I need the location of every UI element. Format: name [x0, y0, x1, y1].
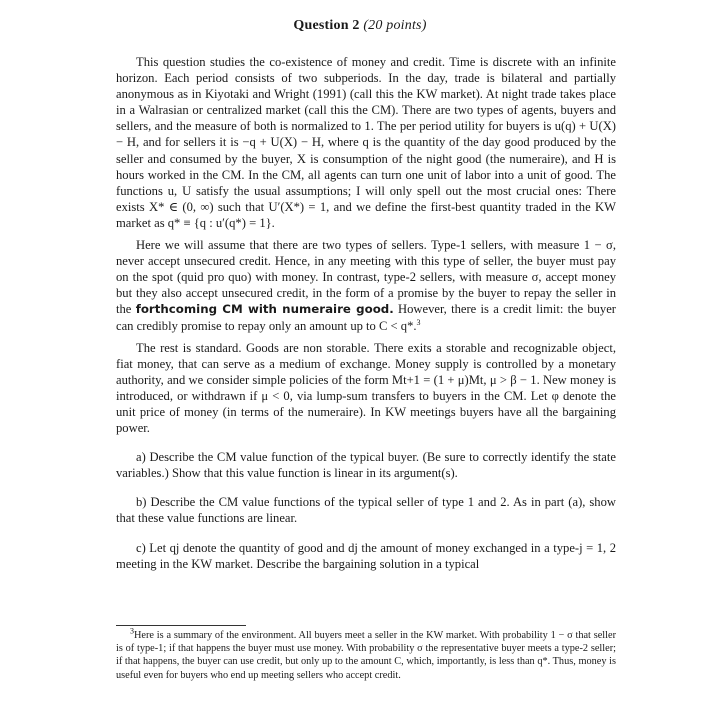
question-body [116, 54, 616, 578]
paragraph-seller-types [116, 237, 616, 334]
question-part-c: c) Let qj denote the quantity of good and dj the amount of money exchanged in a type-j = 1, 2 meeting in the KW market. Describe the bargaining solution in a typical [116, 540, 616, 571]
question-title [0, 18, 720, 34]
paragraph-standard-assumptions: The rest is standard. Goods are non storable. There exits a storable and recognizable object, fiat money, that can serve as a medium of exchange. Money supply is controlled by a monetary authority, and we consider simple policies of the form Mt+1 = (1 + μ)Mt, μ > β − 1. New money is introduced, or withdrawn if μ < 0, via lump-sum transfers to buyers in the CM. Let φ denote the unit price of money (in terms of the numeraire). In KW meetings buyers have all the bargaining power. [116, 340, 616, 436]
footnote [116, 626, 616, 682]
question-part-a: a) Describe the CM value function of the typical buyer. (Be sure to correctly identify the state variables.) Show that this value function is linear in its argument(s). [116, 450, 616, 481]
question-part-b: b) Describe the CM value functions of the typical seller of type 1 and 2. As in part (a), show that these value functions are linear. [116, 495, 616, 526]
question-points: (20 points) [363, 18, 427, 33]
seller-types-text-a: Here we will assume that there are two types of sellers. Type-1 sellers, with measure 1 − σ, never accept unsecured credit. Hence, in any meeting with this type of seller, the buyer must pay on the spot (quid pro quo) with money. In contrast, type-2 sellers, with measure σ, accept money but they also accept unsecured credit, in the form of a promise by the buyer to repay the seller in the [116, 238, 616, 317]
footnote-divider [116, 625, 246, 626]
question-label: Question 2 [293, 18, 360, 33]
footnote-marker: 3 [130, 626, 134, 636]
footnote-text: Here is a summary of the environment. All buyers meet a seller in the KW market. With probability 1 − σ that seller is of type-1; if that happens the buyer must use money. With probability σ the representative buyer meets a type-2 seller; if that happens, the buyer can use credit, but only up to the amount C, which, importantly, is less than q*. Thus, money is useful even for buyers who end up meeting sellers who accept credit. [116, 630, 616, 681]
footnote-reference: 3 [416, 317, 421, 327]
seller-types-bold-text: forthcoming CM with numeraire good. [135, 302, 394, 317]
paragraph-environment: This question studies the co-existence of money and credit. Time is discrete with an infinite horizon. Each period consists of two subperiods. In the day, trade is bilateral and partially anonymous as in Kiyotaki and Wright (1991) (call this the KW market). At night trade takes place in a Walrasian or centralized market (call this the CM). There are two types of agents, buyers and sellers, and the measure of both is normalized to 1. The per period utility for buyers is u(q) + U(X) − H, and for sellers it is −q + U(X) − H, where q is the quantity of the day good produced by the seller and consumed by the buyer, X is consumption of the night good (the numeraire), and H is hours worked in the CM. In the CM, all agents can turn one unit of labor into a unit of good. The functions u, U satisfy the usual assumptions; I will only spell out the most crucial ones: There exists X* ∈ (0, ∞) such that U′(X*) = 1, and we define the first-best quantity traded in the KW market as q* ≡ {q : u′(q*) = 1}. [116, 55, 616, 230]
seller-types-text-c: However, there is a credit limit: the buyer can credibly promise to repay only an amount up to C < q*. [116, 302, 616, 333]
